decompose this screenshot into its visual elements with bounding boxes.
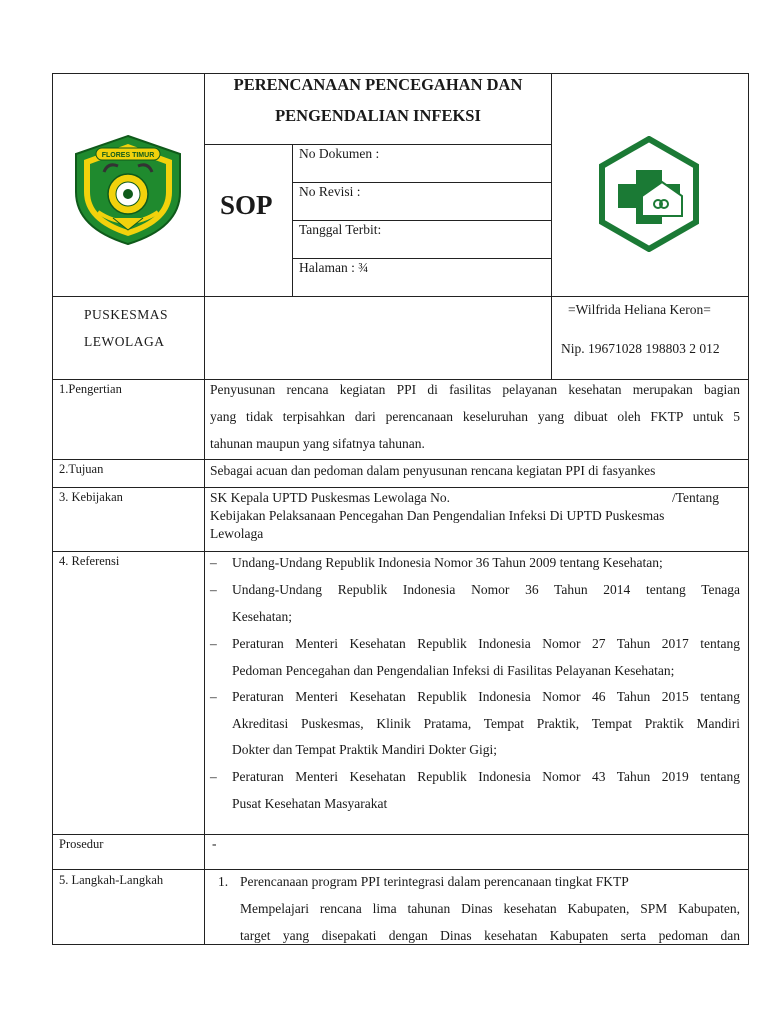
referensi-bullet-2: – <box>210 582 217 597</box>
puskesmas-logo-icon <box>598 136 700 252</box>
referensi-line-8: Dokter dan Tempat Praktik Mandiri Dokter Gigi; <box>232 742 498 757</box>
referensi-bullet-4: – <box>210 689 217 704</box>
signer-nip: Nip. 19671028 198803 2 012 <box>561 341 720 356</box>
kebijakan-label: 3. Kebijakan <box>59 490 123 504</box>
kebijakan-line-3: Lewolaga <box>210 526 264 541</box>
langkah-label: 5. Langkah-Langkah <box>59 873 164 887</box>
referensi-line-2: Undang-Undang Republik Indonesia Nomor 36 Tahun 2014 tentang Tenaga <box>232 582 740 597</box>
tanggal-terbit-field: Tanggal Terbit: <box>299 222 382 237</box>
langkah-item-1: Perencanaan program PPI terintegrasi dalam perencanaan tingkat FKTP <box>240 874 629 889</box>
kebijakan-line-1a: SK Kepala UPTD Puskesmas Lewolaga No. <box>210 490 450 505</box>
signer-name: =Wilfrida Heliana Keron= <box>568 302 711 317</box>
tujuan-text: Sebagai acuan dan pedoman dalam penyusunan rencana kegiatan PPI di fasyankes <box>210 463 656 478</box>
sop-label: SOP <box>220 190 273 220</box>
no-revisi-field: No Revisi : <box>299 184 361 199</box>
kebijakan-line-1b: /Tentang <box>672 490 720 505</box>
referensi-line-10: Pusat Kesehatan Masyarakat <box>232 796 388 811</box>
flores-timur-emblem-icon <box>68 132 188 248</box>
langkah-line-3: target yang disepakati dengan Dinas kesehatan Kabupaten serta pedoman dan <box>240 928 740 943</box>
document-title-line2: PENGENDALIAN INFEKSI <box>275 106 481 125</box>
referensi-bullet-1: – <box>210 555 217 570</box>
halaman-field: Halaman : ¾ <box>299 260 369 275</box>
org-name-line2: LEWOLAGA <box>84 334 165 349</box>
org-name-line1: PUSKESMAS <box>84 307 169 322</box>
kebijakan-line-2: Kebijakan Pelaksanaan Pencegahan Dan Pengendalian Infeksi Di UPTD Puskesmas <box>210 508 665 523</box>
pengertian-label: 1.Pengertian <box>59 382 122 396</box>
prosedur-label: Prosedur <box>59 837 104 851</box>
referensi-line-9: Peraturan Menteri Kesehatan Republik Indonesia Nomor 43 Tahun 2019 tentang <box>232 769 740 784</box>
referensi-line-4: Peraturan Menteri Kesehatan Republik Indonesia Nomor 27 Tahun 2017 tentang <box>232 636 740 651</box>
referensi-bullet-5: – <box>210 769 217 784</box>
referensi-line-5: Pedoman Pencegahan dan Pengendalian Infeksi di Fasilitas Pelayanan Kesehatan; <box>232 663 675 678</box>
tujuan-label: 2.Tujuan <box>59 462 104 476</box>
langkah-item-number: 1. <box>218 874 229 889</box>
referensi-line-6: Peraturan Menteri Kesehatan Republik Indonesia Nomor 46 Tahun 2015 tentang <box>232 689 740 704</box>
referensi-label: 4. Referensi <box>59 554 120 568</box>
pengertian-line-2: yang tidak terpisahkan dari perencanaan keseluruhan yang dibuat oleh FKTP untuk 5 <box>210 409 740 424</box>
langkah-line-2: Mempelajari rencana lima tahunan Dinas kesehatan Kabupaten, SPM Kabupaten, <box>240 901 740 916</box>
no-dokumen-field: No Dokumen : <box>299 146 380 161</box>
pengertian-line-3: tahunan maupun yang sifatnya tahunan. <box>210 436 425 451</box>
referensi-line-3: Kesehatan; <box>232 609 292 624</box>
referensi-bullet-3: – <box>210 636 217 651</box>
pengertian-line-1: Penyusunan rencana kegiatan PPI di fasilitas pelayanan kesehatan merupakan bagian <box>210 382 740 397</box>
referensi-line-1: Undang-Undang Republik Indonesia Nomor 36 Tahun 2009 tentang Kesehatan; <box>232 555 663 570</box>
emblem-banner-text: FLORES TIMUR <box>101 152 155 159</box>
document-title-line1: PERENCANAAN PENCEGAHAN DAN <box>233 75 523 94</box>
prosedur-text: - <box>212 836 217 851</box>
referensi-line-7: Akreditasi Puskesmas, Klinik Pratama, Tempat Praktik, Tempat Praktik Mandiri <box>232 716 740 731</box>
